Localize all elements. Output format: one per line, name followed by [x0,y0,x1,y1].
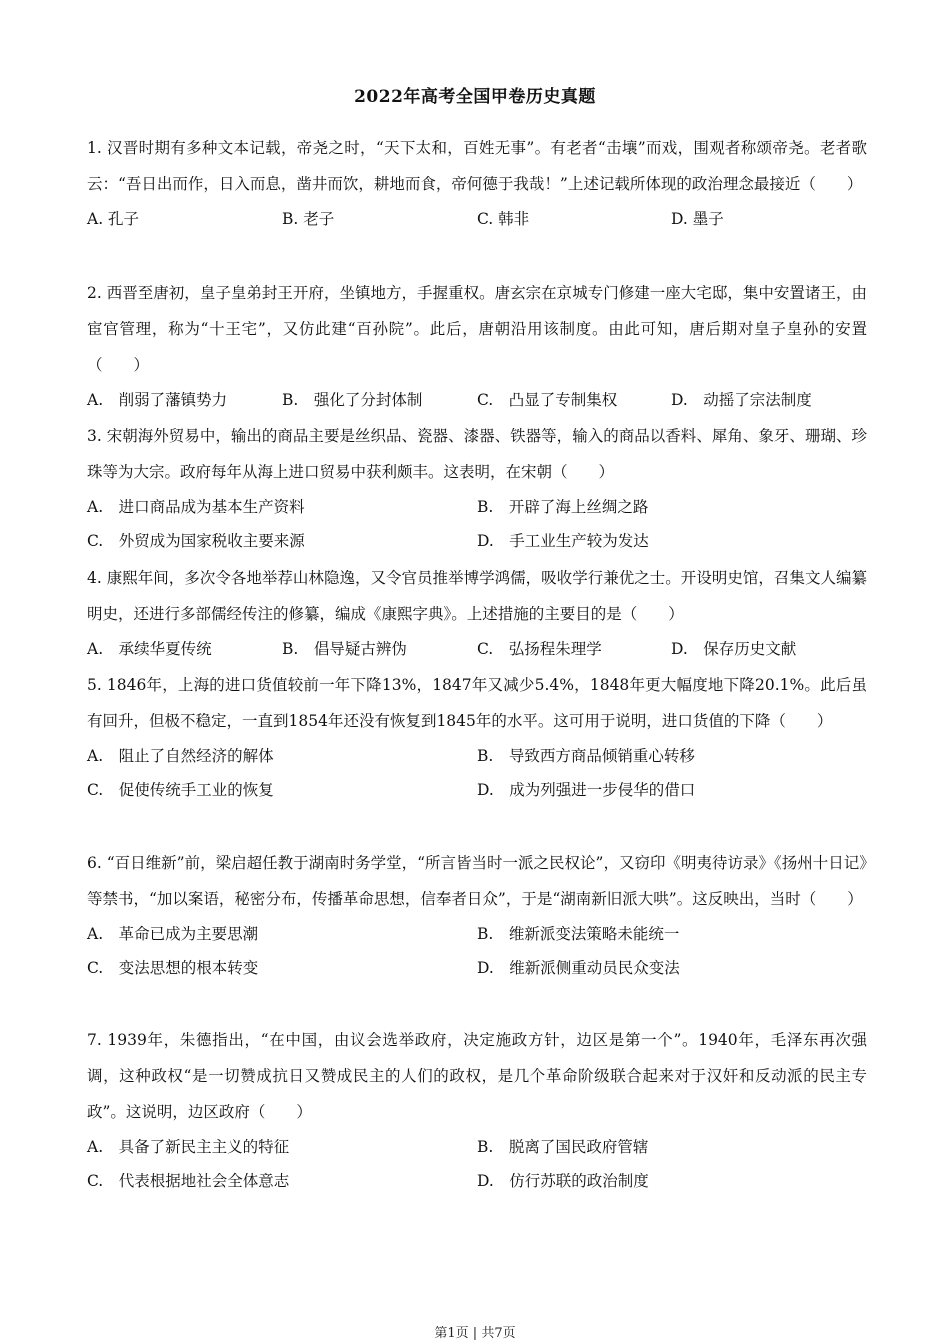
option-row [87,951,867,985]
option-row [87,773,867,807]
question-text: 2. 西晋至唐初，皇子皇弟封王开府，坐镇地方，手握重权。唐玄宗在京城专门修建一座大宅邸，集中安置诸王，由宦官管理，称为“十王宅”，又仿此建“百孙院”。此后，唐朝沿用该制度。由此可知，唐后期对皇子皇孙的安置（ ） [87,284,867,374]
question-1 [87,130,867,236]
option-b[interactable]: B. 脱离了国民政府管辖 [477,1138,649,1156]
page-title: 2022年高考全国甲卷历史真题 [354,87,596,107]
option-c[interactable]: C. 外贸成为国家税收主要来源 [87,532,305,550]
option-d[interactable]: D. 墨子 [671,210,724,228]
option-d[interactable]: D. 维新派侧重动员民众变法 [477,959,680,977]
question-text: 1. 汉晋时期有多种文本记载，帝尧之时，“天下太和，百姓无事”。有老者“击壤”而戏，围观者称颂帝尧。老者歌云：“吾日出而作，日入而息，凿井而饮，耕地而食，帝何德于我哉！”上述记载所体现的政治理念最接近（ ） [87,139,867,193]
question-text: 7. 1939年，朱德指出，“在中国，由议会选举政府，决定施政方针，边区是第一个”。1940年，毛泽东再次强调，这种政权“是一切赞成抗日又赞成民主的人们的政权，是几个革命阶级联合起来对于汉奸和反动派的民主专政”。这说明，边区政府（ ） [87,1031,867,1121]
option-row [87,739,867,773]
option-a[interactable]: A. 阻止了自然经济的解体 [87,747,274,765]
option-d[interactable]: D. 仿行苏联的政治制度 [477,1172,649,1190]
question-text: 3. 宋朝海外贸易中，输出的商品主要是丝织品、瓷器、漆器、铁器等，输入的商品以香料、犀角、象牙、珊瑚、珍珠等为大宗。政府每年从海上进口贸易中获利颇丰。这表明，在宋朝（ ） [87,427,867,481]
question-6 [87,845,867,985]
option-b[interactable]: B. 倡导疑古辨伪 [282,640,407,658]
option-row [87,1164,867,1198]
option-a[interactable]: A. 革命已成为主要思潮 [87,925,259,943]
option-a[interactable]: A. 进口商品成为基本生产资料 [87,498,305,516]
question-7 [87,1022,867,1198]
option-a[interactable]: A. 削弱了藩镇势力 [87,391,228,409]
option-a[interactable]: A. 孔子 [87,210,140,228]
option-b[interactable]: B. 老子 [282,210,335,228]
option-c[interactable]: C. 韩非 [477,210,530,228]
option-row [87,490,867,524]
question-5 [87,667,867,807]
option-a[interactable]: A. 具备了新民主主义的特征 [87,1138,290,1156]
question-text: 4. 康熙年间，多次令各地举荐山林隐逸，又令官员推举博学鸿儒，吸收学行兼优之士。开设明史馆，召集文人编纂明史，还进行多部儒经传注的修纂，编成《康熙字典》。上述措施的主要目的是（ ） [87,569,867,623]
option-d[interactable]: D. 保存历史文献 [671,640,797,658]
question-text: 5. 1846年，上海的进口货值较前一年下降13%，1847年又减少5.4%，1848年更大幅度地下降20.1%。此后虽有回升，但极不稳定，一直到1854年还没有恢复到1845年的水平。这可用于说明，进口货值的下降（ ） [87,676,867,730]
question-2 [87,275,867,417]
option-b[interactable]: B. 开辟了海上丝绸之路 [477,498,649,516]
question-text: 6. “百日维新”前，梁启超任教于湖南时务学堂，“所言皆当时一派之民权论”，又窃印《明夷待访录》《扬州十日记》等禁书，“加以案语，秘密分布，传播革命思想，信奉者日众”，于是“湖南新旧派大哄”。这反映出，当时（ ） [87,854,867,908]
option-b[interactable]: B. 导致西方商品倾销重心转移 [477,747,695,765]
option-d[interactable]: D. 手工业生产较为发达 [477,532,649,550]
option-row [87,1130,867,1164]
option-c[interactable]: C. 代表根据地社会全体意志 [87,1172,290,1190]
option-row [87,202,867,236]
option-c[interactable]: C. 弘扬程朱理学 [477,640,602,658]
option-c[interactable]: C. 促使传统手工业的恢复 [87,781,274,799]
option-d[interactable]: D. 成为列强进一步侵华的借口 [477,781,696,799]
option-row [87,917,867,951]
page-footer: 第1页 | 共7页 [434,1326,516,1341]
option-b[interactable]: B. 维新派变法策略未能统一 [477,925,680,943]
option-c[interactable]: C. 变法思想的根本转变 [87,959,259,977]
option-d[interactable]: D. 动摇了宗法制度 [671,391,812,409]
question-3 [87,418,867,558]
option-c[interactable]: C. 凸显了专制集权 [477,391,618,409]
option-b[interactable]: B. 强化了分封体制 [282,391,423,409]
option-row [87,524,867,558]
option-row [87,632,867,666]
question-4 [87,560,867,666]
option-a[interactable]: A. 承续华夏传统 [87,640,212,658]
option-row [87,383,867,417]
